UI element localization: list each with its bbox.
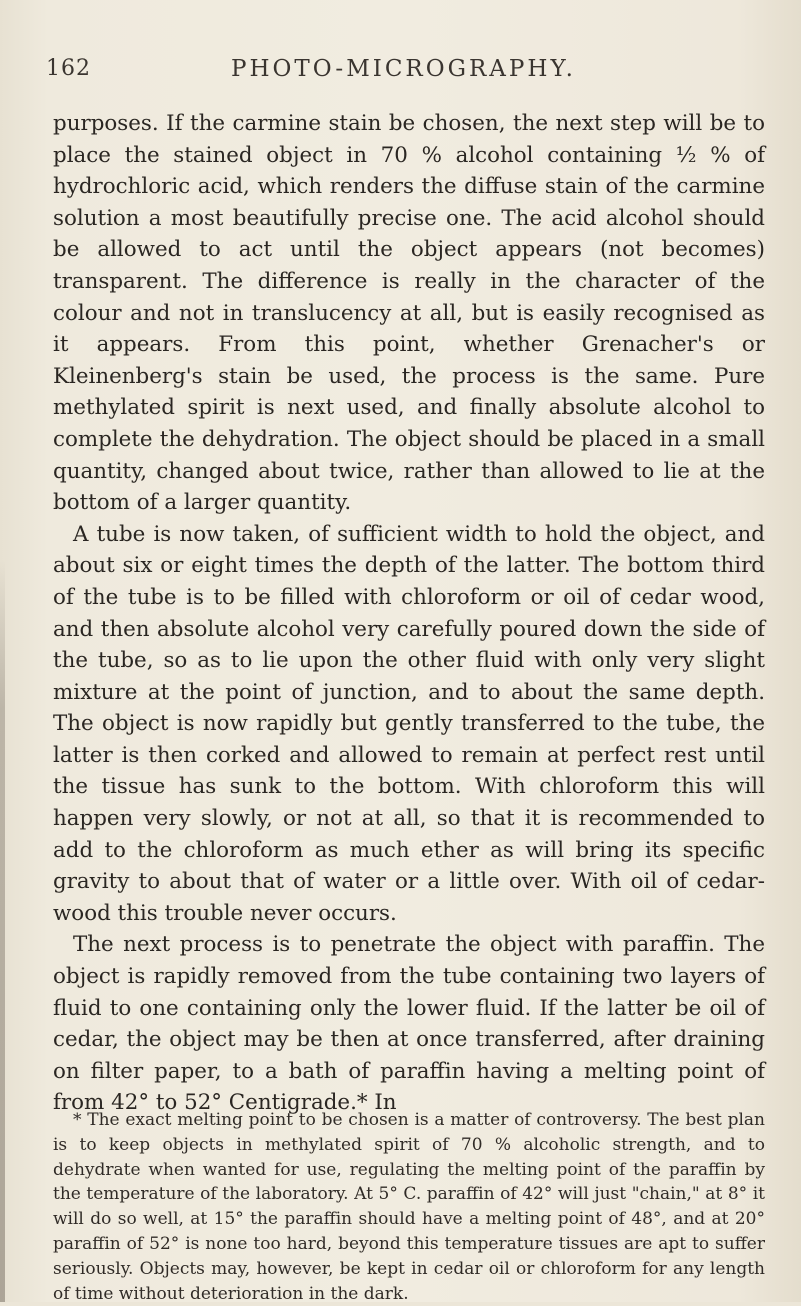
paragraph: The next process is to penetrate the object with paraffin. The object is rapidly removed from the tube containing two layers of fluid to one containing only the lower fluid. If the latter be oil of cedar, the object may be then at once transferred, after draining on filter paper, to a bath of paraffin having a melting point of from 42° to 52° Centigrade.* In <box>53 932 765 1116</box>
page-header <box>46 56 761 88</box>
paragraph: A tube is now taken, of sufficient width to hold the object, and about six or eight times the depth of the latter. The bottom third of the tube is to be filled with chloroform or oil of cedar wood, and then absolute alcohol very carefully poured down the side of the tube, so as to lie upon the other fluid with only very slight mixture at the point of junction, and to about the same depth. The object is now rapidly but gently transferred to the tube, the latter is then corked and allowed to remain at perfect rest until the tissue has sunk to the bottom. With chloroform this will happen very slowly, or not at all, so that it is recommended to add to the chloroform as much ether as will bring its specific gravity to about that of water or a little over. With oil of cedar-wood this trouble never occurs. <box>53 521 765 926</box>
paragraph: purposes. If the carmine stain be chosen, the next step will be to place the stained object in 70 % alcohol containing ½ % of hydrochloric acid, which renders the diffuse stain of the carmine solution a most beautifully precise one. The acid alcohol should be allowed to act until the object appears (not becomes) transparent. The difference is really in the character of the colour and not in translucency at all, but is easily recognised as it appears. From this point, whether Grenacher's or Kleinenberg's stain be used, the process is the same. Pure methylated spirit is next used, and finally absolute alcohol to complete the dehydration. The object should be placed in a small quantity, changed about twice, rather than allowed to lie at the bottom of a larger quantity. <box>53 111 765 516</box>
body-text <box>53 108 765 1119</box>
running-head: PHOTO-MICROGRAPHY. <box>231 56 576 82</box>
page-number: 162 <box>46 56 91 81</box>
footnote: * The exact melting point to be chosen is a matter of controversy. The best plan is to keep objects in methylated spirit of 70 % alcoholic strength, and to dehydrate when wanted for use, regulating the melting point of the paraffin by the temperature of the laboratory. At 5° C. paraffin of 42° will just "chain," at 8° it will do so well, at 15° the paraffin should have a melting point of 48°, and at 20° paraffin of 52° is none too hard, beyond this temperature tissues are apt to suffer seriously. Objects may, however, be kept in cedar oil or chloroform for any length of time without deterioration in the dark. <box>53 1110 765 1304</box>
page-edge-shadow <box>0 560 5 1302</box>
